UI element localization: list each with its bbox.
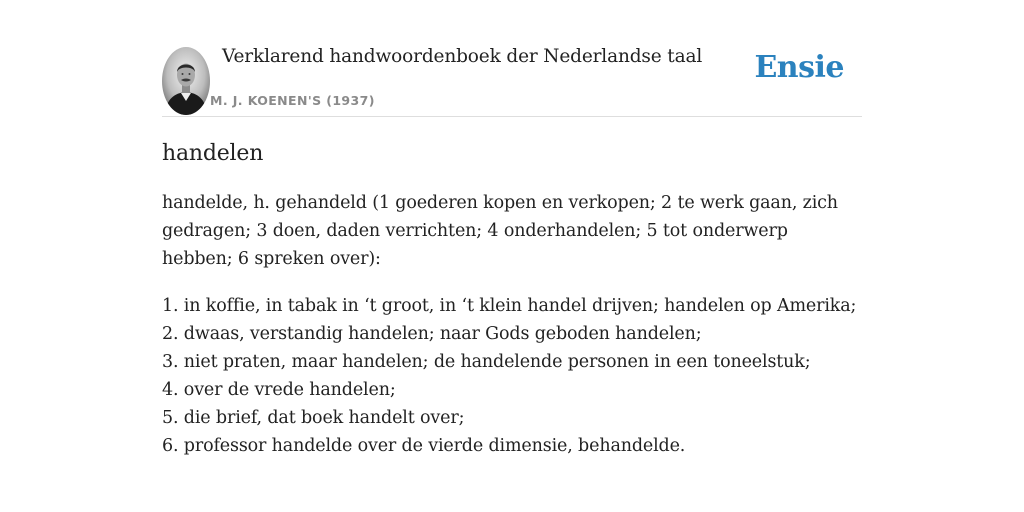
book-title: Verklarend handwoordenboek der Nederlandse taal — [222, 46, 703, 67]
example-item: 4. over de vrede handelen; — [162, 380, 396, 400]
author-label: M. J. KOENEN'S (1937) — [210, 93, 375, 108]
brand-logo[interactable]: Ensie — [754, 50, 844, 85]
dictionary-header — [162, 0, 862, 117]
definition-text: handelde, h. gehandeld (1 goederen kopen en verkopen; 2 te werk gaan, zich gedragen; 3 doen, daden verrichten; 4 onderhandelen; 5 tot onderwerp hebben; 6 spreken over): — [162, 193, 838, 269]
example-item: 2. dwaas, verstandig handelen; naar Gods geboden handelen; — [162, 324, 702, 344]
headword: handelen — [162, 141, 264, 166]
examples-list — [162, 292, 862, 460]
example-item: 3. niet praten, maar handelen; de handelende personen in een toneelstuk; — [162, 352, 811, 372]
example-item: 5. die brief, dat boek handelt over; — [162, 408, 465, 428]
example-item: 6. professor handelde over de vierde dimensie, behandelde. — [162, 436, 686, 456]
example-item: 1. in koffie, in tabak in ‘t groot, in ‘t klein handel drijven; handelen op Amerika; — [162, 296, 857, 316]
page-content — [162, 0, 862, 460]
author-portrait-icon — [162, 47, 210, 115]
